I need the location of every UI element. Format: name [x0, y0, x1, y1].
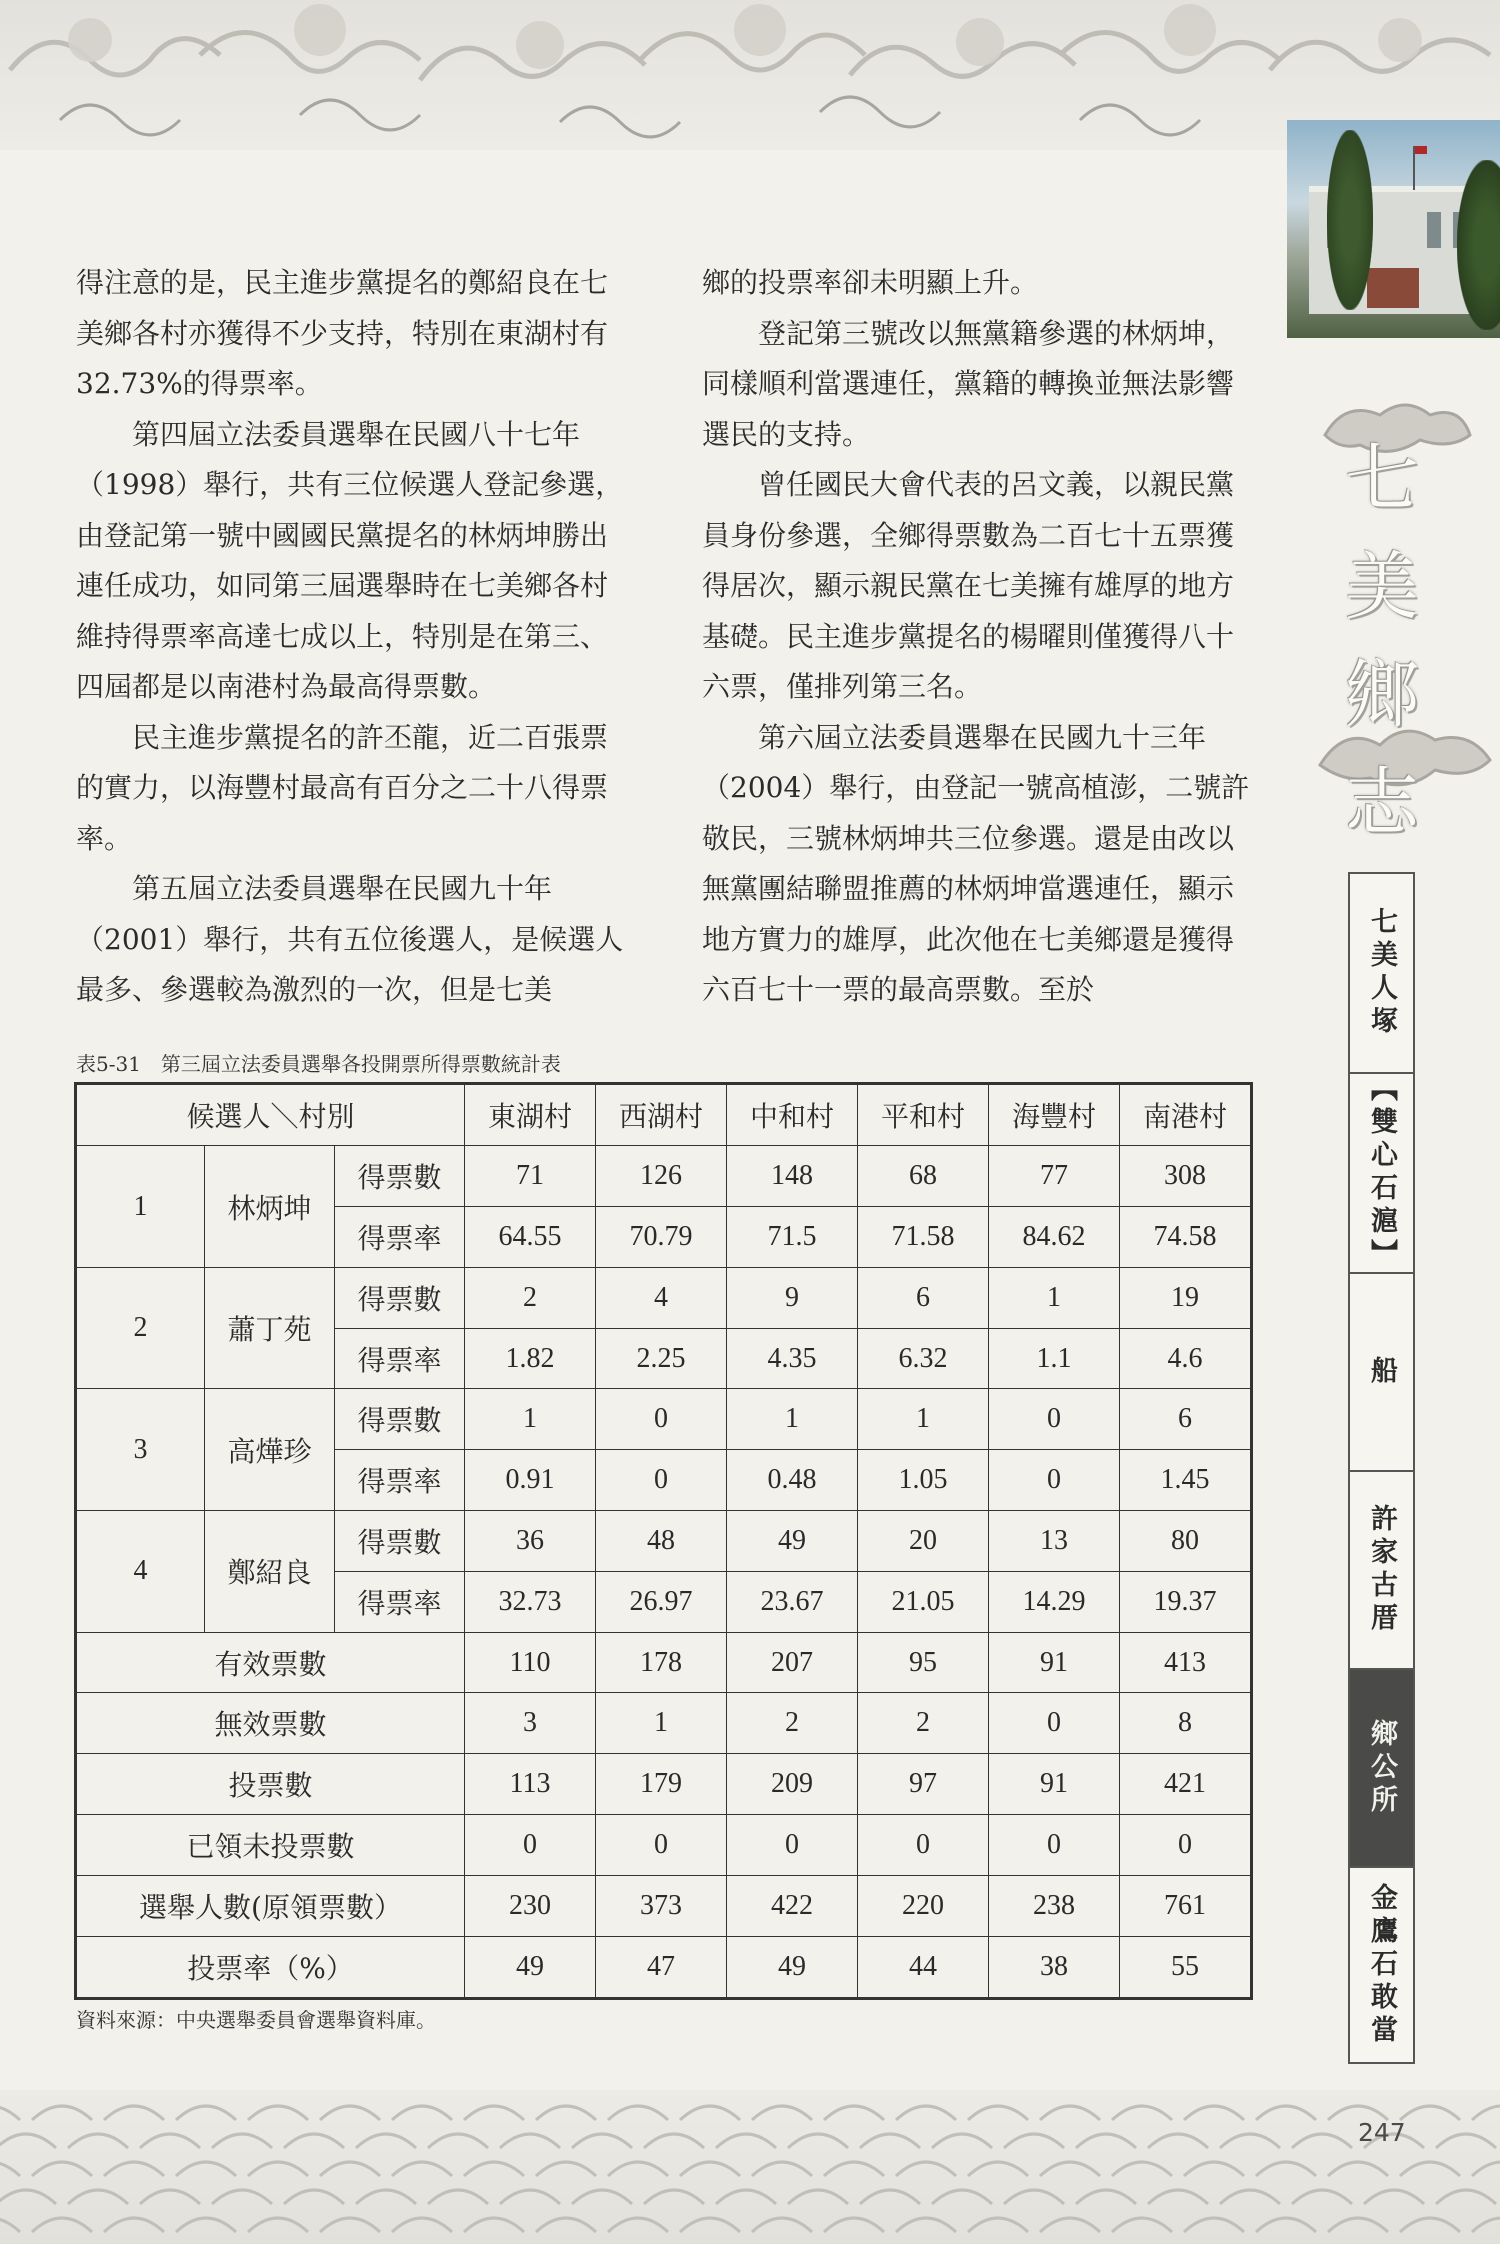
wave-shape [320, 2218, 380, 2232]
wave-shape [680, 2106, 740, 2120]
summary-value-cell: 0 [858, 1815, 989, 1876]
wave-shape [716, 2134, 776, 2148]
wave-shape [572, 2190, 632, 2204]
summary-value-cell: 178 [596, 1632, 727, 1693]
summary-value-cell: 95 [858, 1632, 989, 1693]
wave-shape [1220, 2190, 1280, 2204]
votes-cell: 4 [596, 1267, 727, 1328]
wave-shape [572, 2134, 632, 2148]
wave-shape [176, 2106, 236, 2120]
votes-label-cell: 得票數 [335, 1267, 465, 1328]
wave-shape [1184, 2218, 1244, 2232]
summary-value-cell: 91 [989, 1632, 1120, 1693]
wave-shape [356, 2134, 416, 2148]
rate-cell: 26.97 [596, 1571, 727, 1632]
vote-statistics-table [74, 1082, 1253, 2000]
wave-shape [680, 2218, 740, 2232]
wave-shape [1148, 2134, 1208, 2148]
village-header-cell: 中和村 [727, 1084, 858, 1146]
village-header-cell: 東湖村 [465, 1084, 596, 1146]
summary-value-cell: 2 [858, 1693, 989, 1754]
wave-shape [1400, 2162, 1460, 2176]
votes-cell: 2 [465, 1267, 596, 1328]
wave-shape [1148, 2190, 1208, 2204]
candidate-number-cell: 2 [76, 1267, 205, 1389]
wave-shape [1112, 2218, 1172, 2232]
tree-shape [1327, 130, 1373, 310]
rate-cell: 23.67 [727, 1571, 858, 1632]
summary-value-cell: 761 [1120, 1875, 1252, 1936]
wave-shape [212, 2190, 272, 2204]
wave-shape [1004, 2134, 1064, 2148]
votes-cell: 0 [596, 1389, 727, 1450]
rate-cell: 4.6 [1120, 1328, 1252, 1389]
wave-shape [464, 2162, 524, 2176]
summary-value-cell: 38 [989, 1936, 1120, 1998]
township-office-photo [1287, 120, 1500, 338]
table-row [76, 1754, 1252, 1815]
chapter-side-nav [1348, 872, 1415, 2064]
summary-value-cell: 49 [465, 1936, 596, 1998]
summary-value-cell: 0 [727, 1815, 858, 1876]
rate-cell: 4.35 [727, 1328, 858, 1389]
nav-item-label: 船 [1366, 1355, 1397, 1389]
summary-label-cell: 有效票數 [76, 1632, 465, 1693]
nav-item-boat[interactable] [1350, 1274, 1413, 1472]
summary-value-cell: 220 [858, 1875, 989, 1936]
wave-shape [68, 2134, 128, 2148]
table-source-note: 資料來源：中央選舉委員會選舉資料庫。 [76, 2008, 436, 2032]
wave-shape [284, 2134, 344, 2148]
summary-value-cell: 179 [596, 1754, 727, 1815]
wave-shape [1436, 2190, 1496, 2204]
votes-cell: 148 [727, 1146, 858, 1207]
votes-cell: 68 [858, 1146, 989, 1207]
wave-shape [1040, 2218, 1100, 2232]
votes-cell: 0 [989, 1389, 1120, 1450]
wave-shape [428, 2134, 488, 2148]
table-row [76, 1936, 1252, 1998]
wave-shape [788, 2190, 848, 2204]
wave-shape [752, 2162, 812, 2176]
rate-cell: 64.55 [465, 1207, 596, 1268]
wave-shape [968, 2162, 1028, 2176]
summary-label-cell: 選舉人數(原領票數） [76, 1875, 465, 1936]
wave-shape [1472, 2218, 1500, 2232]
votes-label-cell: 得票數 [335, 1511, 465, 1572]
header-corner-cell: 候選人＼村別 [76, 1084, 465, 1146]
wave-shape [0, 2134, 56, 2148]
votes-cell: 71 [465, 1146, 596, 1207]
summary-value-cell: 373 [596, 1875, 727, 1936]
wave-shape [932, 2134, 992, 2148]
candidate-name-cell: 林炳坤 [205, 1146, 335, 1268]
table-row [76, 1146, 1252, 1207]
votes-cell: 19 [1120, 1267, 1252, 1328]
wave-shape [1112, 2162, 1172, 2176]
wave-shape [1256, 2218, 1316, 2232]
candidate-number-cell: 3 [76, 1389, 205, 1511]
rate-cell: 84.62 [989, 1207, 1120, 1268]
nav-item-hsu-house[interactable] [1350, 1472, 1413, 1670]
wave-shape [104, 2162, 164, 2176]
page-number: 247 [1358, 2118, 1406, 2147]
wave-shape [860, 2134, 920, 2148]
wave-shape [212, 2134, 272, 2148]
wave-shape [392, 2162, 452, 2176]
summary-value-cell: 0 [596, 1815, 727, 1876]
village-header-cell: 西湖村 [596, 1084, 727, 1146]
votes-cell: 9 [727, 1267, 858, 1328]
summary-label-cell: 投票率（%） [76, 1936, 465, 1998]
wave-shape [1112, 2106, 1172, 2120]
wave-shape [536, 2106, 596, 2120]
nav-item-label: 鄉公所 [1366, 1718, 1397, 1818]
candidate-name-cell: 蕭丁苑 [205, 1267, 335, 1389]
summary-value-cell: 97 [858, 1754, 989, 1815]
wave-shape [248, 2218, 308, 2232]
rate-cell: 2.25 [596, 1328, 727, 1389]
wave-shape [1472, 2106, 1500, 2120]
wave-shape [716, 2190, 776, 2204]
wave-shape [752, 2106, 812, 2120]
paragraph: 登記第三號改以無黨籍參選的林炳坤，同樣順利當選連任，黨籍的轉換並無法影響選民的支持。 [702, 316, 1235, 451]
nav-item-label: 七美人塚 [1366, 907, 1397, 1039]
summary-label-cell: 投票數 [76, 1754, 465, 1815]
summary-value-cell: 113 [465, 1754, 596, 1815]
wave-shape [1220, 2134, 1280, 2148]
book-title-char: 美 [1345, 544, 1419, 630]
nav-item-label: 許家古厝 [1366, 1504, 1397, 1636]
summary-value-cell: 110 [465, 1632, 596, 1693]
paragraph: 鄉的投票率卻未明顯上升。 [702, 266, 1039, 299]
candidate-name-cell: 高燁珍 [205, 1389, 335, 1511]
text-column-left [76, 258, 628, 1016]
wave-shape [500, 2190, 560, 2204]
wave-shape [0, 2190, 56, 2204]
wave-shape [392, 2218, 452, 2232]
nav-item-label: 【雙心石滬】 [1366, 1074, 1397, 1272]
wave-shape [248, 2106, 308, 2120]
votes-cell: 48 [596, 1511, 727, 1572]
summary-value-cell: 91 [989, 1754, 1120, 1815]
wave-shape [1364, 2190, 1424, 2204]
wave-shape [32, 2218, 92, 2232]
paragraph: 第四屆立法委員選舉在民國八十七年（1998）舉行，共有三位候選人登記參選，由登記第一號中國國民黨提名的林炳坤勝出連任成功，如同第三屆選舉時在七美鄉各村維持得票率高達七成以上，特別是在第三、四屆都是以南港村為最高得票數。 [76, 417, 624, 703]
summary-value-cell: 0 [465, 1815, 596, 1876]
table-row [76, 1632, 1252, 1693]
wave-shape [608, 2106, 668, 2120]
table-caption: 表5-31 第三屆立法委員選舉各投開票所得票數統計表 [76, 1052, 561, 1076]
rate-cell: 6.32 [858, 1328, 989, 1389]
wave-shape [680, 2162, 740, 2176]
summary-value-cell: 2 [727, 1693, 858, 1754]
summary-value-cell: 230 [465, 1875, 596, 1936]
wave-shape [140, 2190, 200, 2204]
wave-shape [140, 2134, 200, 2148]
votes-cell: 1 [727, 1389, 858, 1450]
text-column-right [702, 258, 1254, 1016]
village-header-cell: 南港村 [1120, 1084, 1252, 1146]
votes-label-cell: 得票數 [335, 1389, 465, 1450]
wave-shape [1292, 2190, 1352, 2204]
book-title-char: 鄉 [1345, 652, 1419, 738]
wave-shape [248, 2162, 308, 2176]
summary-value-cell: 1 [596, 1693, 727, 1754]
wave-pattern-icon [0, 2090, 1500, 2244]
wave-shape [896, 2218, 956, 2232]
rate-cell: 14.29 [989, 1571, 1120, 1632]
votes-cell: 6 [1120, 1389, 1252, 1450]
paragraph: 曾任國民大會代表的呂文義，以親民黨員身份參選，全鄉得票數為二百七十五票獲得居次，顯示親民黨在七美擁有雄厚的地方基礎。民主進步黨提名的楊曜則僅獲得八十六票，僅排列第三名。 [702, 468, 1235, 703]
wave-shape [1472, 2162, 1500, 2176]
rate-cell: 1.82 [465, 1328, 596, 1389]
table-row [76, 1875, 1252, 1936]
rate-cell: 71.58 [858, 1207, 989, 1268]
nav-item-township-office[interactable] [1350, 1670, 1413, 1868]
wave-shape [1040, 2106, 1100, 2120]
rate-cell: 1.45 [1120, 1450, 1252, 1511]
summary-value-cell: 422 [727, 1875, 858, 1936]
wave-shape [932, 2190, 992, 2204]
rate-cell: 1.1 [989, 1328, 1120, 1389]
table-row [76, 1511, 1252, 1572]
wave-shape [824, 2162, 884, 2176]
summary-value-cell: 0 [989, 1693, 1120, 1754]
votes-cell: 126 [596, 1146, 727, 1207]
wave-shape [104, 2106, 164, 2120]
door-shape [1367, 268, 1419, 308]
summary-value-cell: 44 [858, 1936, 989, 1998]
paragraph: 第六屆立法委員選舉在民國九十三年（2004）舉行，由登記一號高植澎，二號許敬民，三號林炳坤共三位參選。還是由改以無黨團結聯盟推薦的林炳坤當選連任，顯示地方實力的雄厚，此次他在七美鄉還是獲得六百七十一票的最高票數。至於 [702, 720, 1250, 1006]
summary-value-cell: 49 [727, 1936, 858, 1998]
wave-shape [464, 2106, 524, 2120]
wave-shape [176, 2218, 236, 2232]
rate-cell: 0 [989, 1450, 1120, 1511]
wave-shape [860, 2190, 920, 2204]
candidate-name-cell: 鄭紹良 [205, 1511, 335, 1633]
votes-cell: 308 [1120, 1146, 1252, 1207]
wave-shape [356, 2190, 416, 2204]
wave-shape [1184, 2162, 1244, 2176]
table-row [76, 1389, 1252, 1450]
book-title-char: 七 [1345, 436, 1419, 522]
summary-label-cell: 無效票數 [76, 1693, 465, 1754]
votes-cell: 20 [858, 1511, 989, 1572]
paragraph: 民主進步黨提名的許丕龍，近二百張票的實力，以海豐村最高有百分之二十八得票率。 [76, 720, 609, 855]
votes-cell: 36 [465, 1511, 596, 1572]
candidate-number-cell: 4 [76, 1511, 205, 1633]
wave-shape [1256, 2106, 1316, 2120]
summary-value-cell: 209 [727, 1754, 858, 1815]
wave-shape [536, 2218, 596, 2232]
table-row [76, 1267, 1252, 1328]
table-row [76, 1693, 1252, 1754]
votes-cell: 80 [1120, 1511, 1252, 1572]
wave-shape [284, 2190, 344, 2204]
wave-shape [1328, 2162, 1388, 2176]
wave-shape [1184, 2106, 1244, 2120]
wave-shape [176, 2162, 236, 2176]
cloud-pattern-icon [0, 0, 1500, 150]
paragraph: 第五屆立法委員選舉在民國九十年（2001）舉行，共有五位後選人，是候選人最多、參選較為激烈的一次，但是七美 [76, 872, 624, 1006]
village-header-cell: 平和村 [858, 1084, 989, 1146]
wave-shape [392, 2106, 452, 2120]
rate-label-cell: 得票率 [335, 1328, 465, 1389]
summary-value-cell: 0 [989, 1815, 1120, 1876]
rate-cell: 0.48 [727, 1450, 858, 1511]
table-row [76, 1815, 1252, 1876]
rate-cell: 21.05 [858, 1571, 989, 1632]
summary-value-cell: 238 [989, 1875, 1120, 1936]
wave-shape [68, 2190, 128, 2204]
wave-shape [968, 2106, 1028, 2120]
table-header-row [76, 1084, 1252, 1146]
rate-cell: 71.5 [727, 1207, 858, 1268]
wave-shape [1400, 2218, 1460, 2232]
nav-item-label: 金鷹石敢當 [1366, 1882, 1397, 2048]
wave-shape [320, 2162, 380, 2176]
candidate-number-cell: 1 [76, 1146, 205, 1268]
decorative-wave-band [0, 2090, 1500, 2244]
rate-cell: 32.73 [465, 1571, 596, 1632]
wave-shape [824, 2218, 884, 2232]
wave-shape [536, 2162, 596, 2176]
wave-shape [464, 2218, 524, 2232]
wave-shape [1292, 2134, 1352, 2148]
nav-item-eagle-stone[interactable] [1350, 1868, 1413, 2062]
village-header-cell: 海豐村 [989, 1084, 1120, 1146]
wave-shape [428, 2190, 488, 2204]
summary-value-cell: 55 [1120, 1936, 1252, 1998]
rate-label-cell: 得票率 [335, 1571, 465, 1632]
wave-shape [0, 2162, 20, 2176]
wave-shape [968, 2218, 1028, 2232]
rate-cell: 19.37 [1120, 1571, 1252, 1632]
wave-shape [1436, 2134, 1496, 2148]
nav-item-qimei-tomb[interactable] [1350, 874, 1413, 1074]
wave-shape [896, 2162, 956, 2176]
summary-value-cell: 0 [1120, 1815, 1252, 1876]
summary-value-cell: 3 [465, 1693, 596, 1754]
wave-shape [1076, 2190, 1136, 2204]
window-shape [1427, 212, 1441, 248]
summary-value-cell: 421 [1120, 1754, 1252, 1815]
wave-shape [0, 2106, 20, 2120]
paragraph: 得注意的是，民主進步黨提名的鄭紹良在七美鄉各村亦獲得不少支持，特別在東湖村有32.73%的得票率。 [76, 266, 609, 400]
decorative-cloud-band [0, 0, 1500, 150]
rate-cell: 70.79 [596, 1207, 727, 1268]
summary-value-cell: 8 [1120, 1693, 1252, 1754]
wave-shape [1076, 2134, 1136, 2148]
book-title-char: 志 [1345, 760, 1419, 846]
votes-label-cell: 得票數 [335, 1146, 465, 1207]
nav-item-twin-heart-weir[interactable] [1350, 1074, 1413, 1274]
wave-shape [752, 2218, 812, 2232]
wave-shape [32, 2162, 92, 2176]
votes-cell: 1 [465, 1389, 596, 1450]
rate-cell: 74.58 [1120, 1207, 1252, 1268]
votes-cell: 1 [858, 1389, 989, 1450]
votes-cell: 6 [858, 1267, 989, 1328]
votes-cell: 13 [989, 1511, 1120, 1572]
wave-shape [608, 2218, 668, 2232]
rate-cell: 0 [596, 1450, 727, 1511]
wave-shape [788, 2134, 848, 2148]
wave-shape [644, 2134, 704, 2148]
summary-value-cell: 413 [1120, 1632, 1252, 1693]
wave-shape [320, 2106, 380, 2120]
wave-shape [1328, 2218, 1388, 2232]
wave-shape [0, 2218, 20, 2232]
wave-shape [1004, 2190, 1064, 2204]
votes-cell: 77 [989, 1146, 1120, 1207]
wave-shape [1040, 2162, 1100, 2176]
wave-shape [608, 2162, 668, 2176]
votes-cell: 49 [727, 1511, 858, 1572]
wave-shape [1400, 2106, 1460, 2120]
wave-shape [104, 2218, 164, 2232]
wave-shape [824, 2106, 884, 2120]
summary-label-cell: 已領未投票數 [76, 1815, 465, 1876]
wave-shape [896, 2106, 956, 2120]
wave-shape [500, 2134, 560, 2148]
wave-shape [644, 2190, 704, 2204]
summary-value-cell: 47 [596, 1936, 727, 1998]
wave-shape [32, 2106, 92, 2120]
votes-cell: 1 [989, 1267, 1120, 1328]
rate-cell: 1.05 [858, 1450, 989, 1511]
tree-shape [1457, 160, 1500, 330]
summary-value-cell: 207 [727, 1632, 858, 1693]
wave-shape [1256, 2162, 1316, 2176]
rate-cell: 0.91 [465, 1450, 596, 1511]
rate-label-cell: 得票率 [335, 1207, 465, 1268]
rate-label-cell: 得票率 [335, 1450, 465, 1511]
flag-icon [1413, 146, 1415, 190]
